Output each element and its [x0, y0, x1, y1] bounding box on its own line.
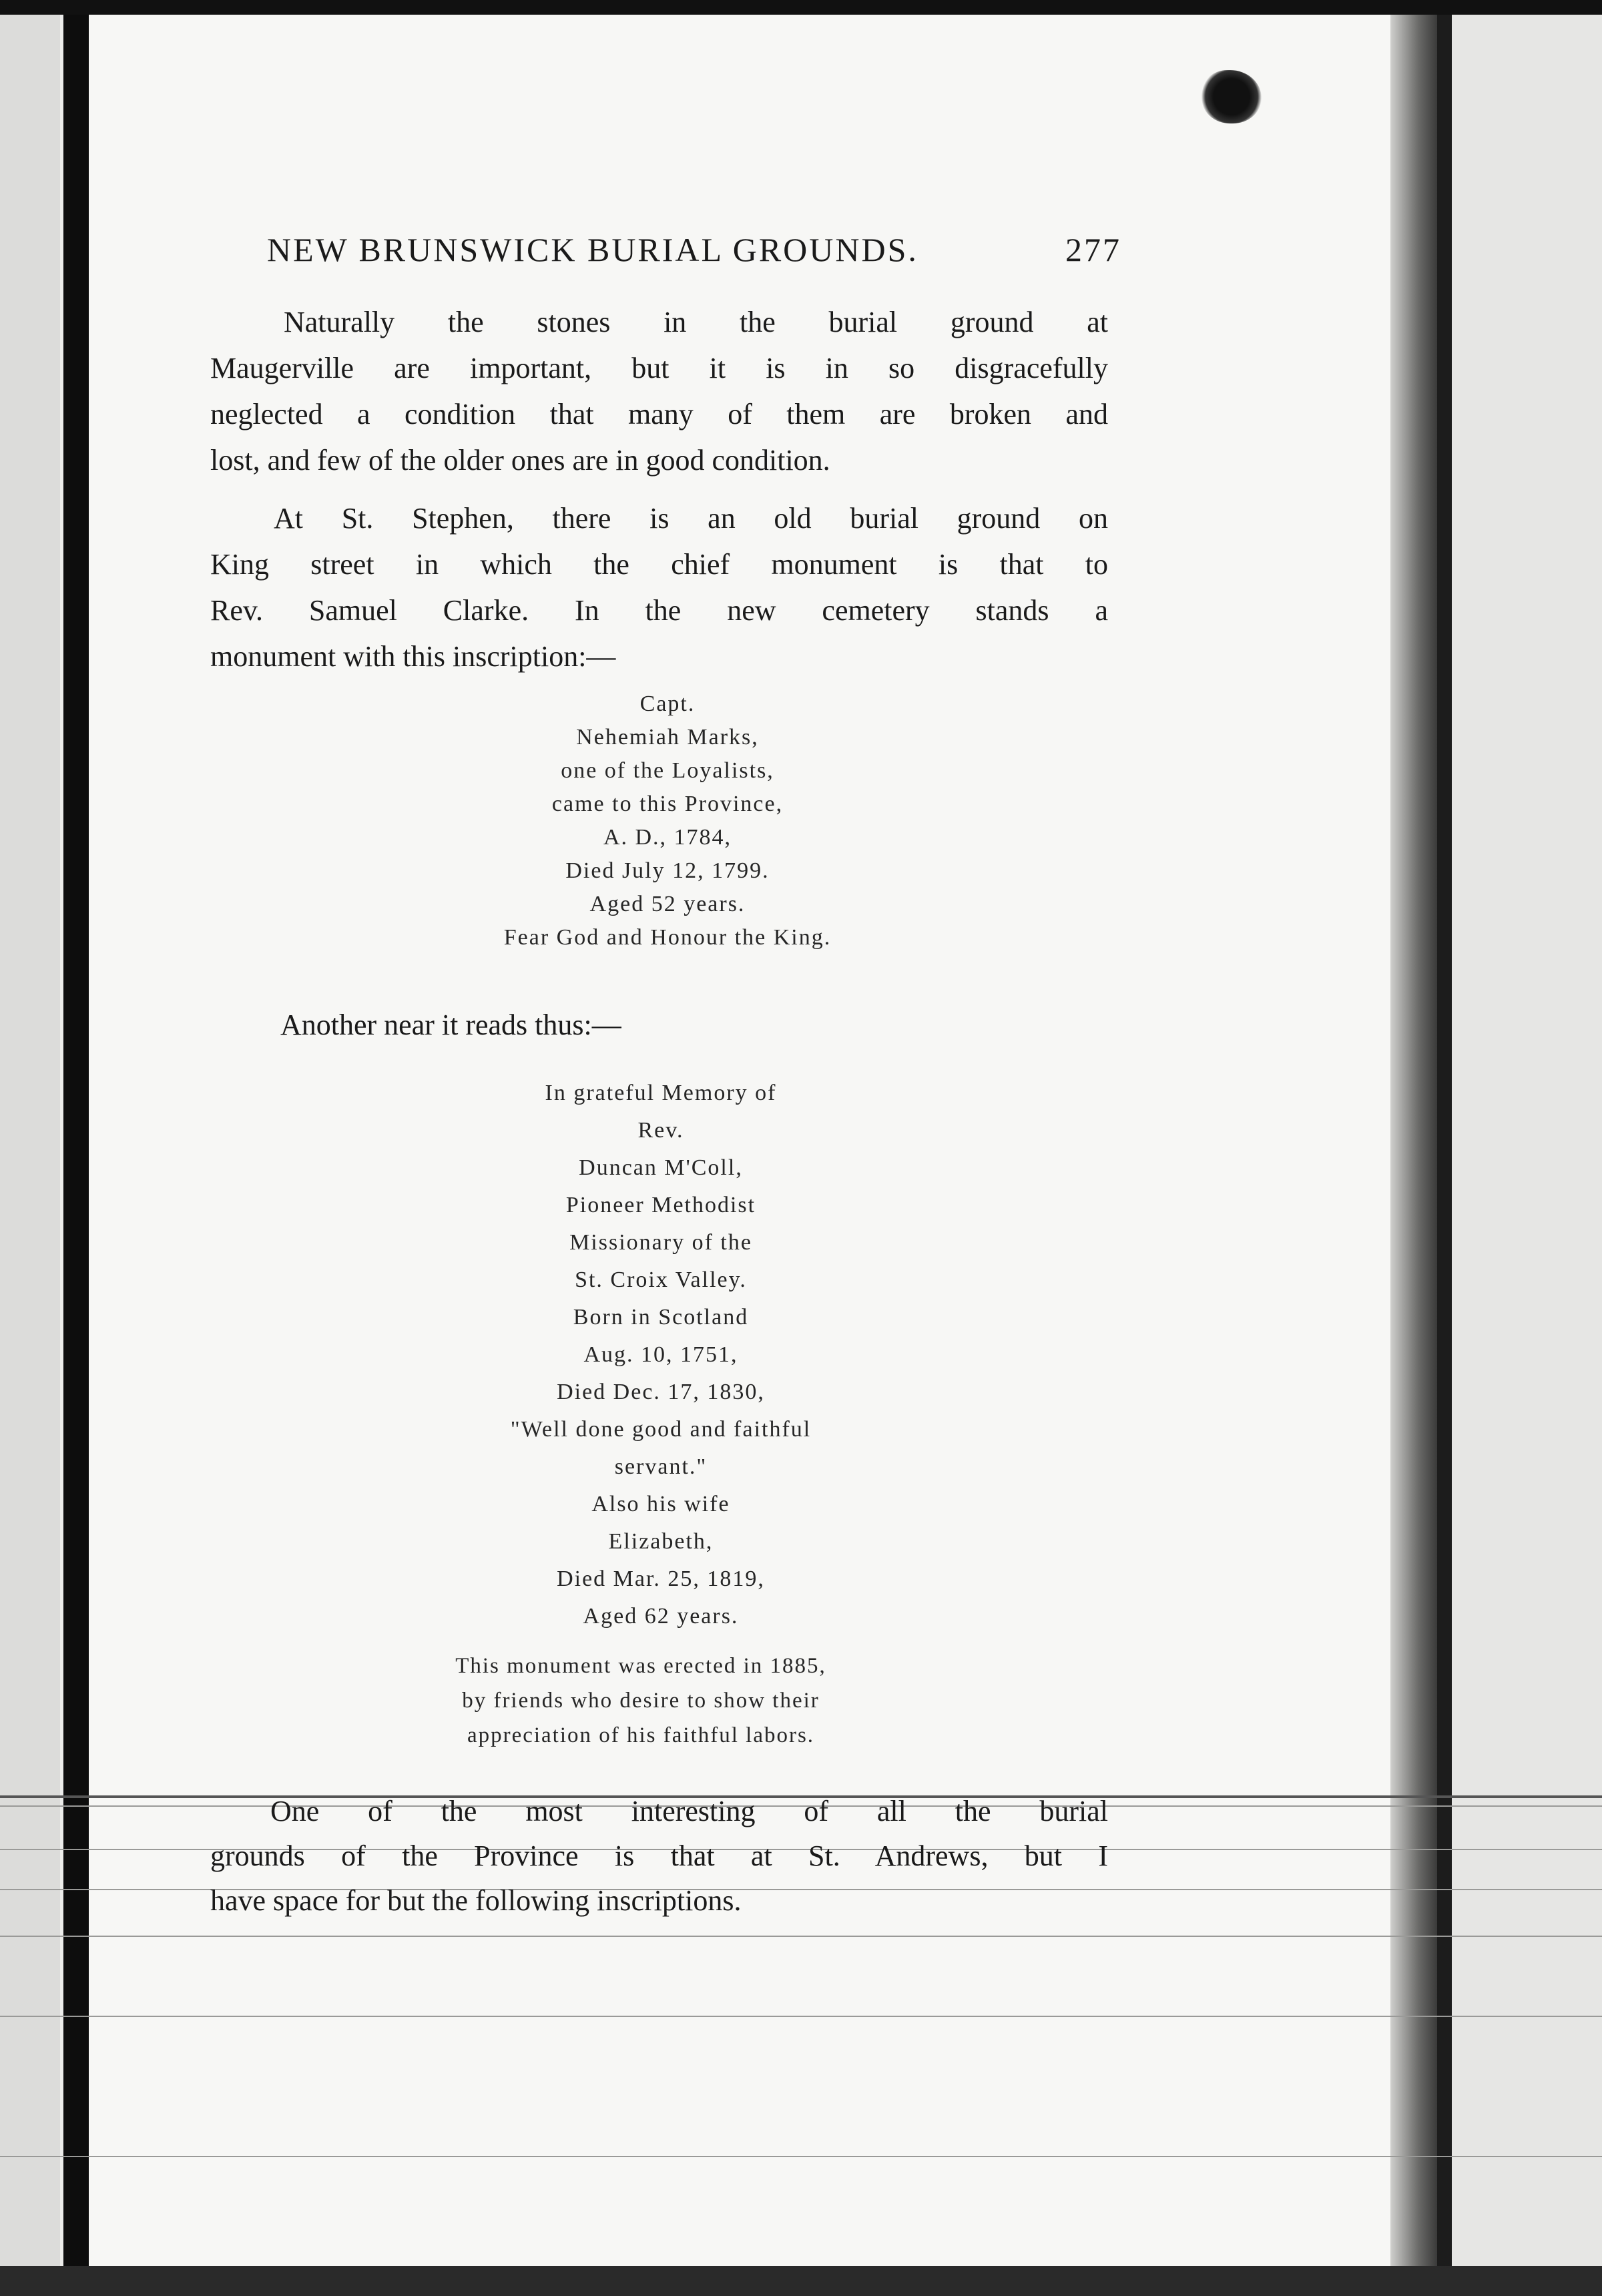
text-line: neglected a condition that many of them are broken and: [210, 398, 1108, 431]
inscription-line: Rev.: [637, 1118, 684, 1143]
inscription-line: Died Mar. 25, 1819,: [557, 1566, 765, 1591]
inscription-line: Capt.: [639, 691, 696, 716]
left-binding-bar: [63, 13, 89, 2283]
inscription-line: Pioneer Methodist: [565, 1193, 756, 1217]
ink-blot-mark: [1202, 70, 1262, 123]
left-margin: [0, 0, 60, 2296]
inscription-line: Nehemiah Marks,: [576, 725, 759, 750]
ruled-line: [0, 2016, 1602, 2017]
inscription-line: Aug. 10, 1751,: [583, 1342, 738, 1367]
inscription-line: came to this Province,: [551, 792, 784, 816]
inscription-line: Born in Scotland: [573, 1305, 749, 1330]
inscription-monument-note: [387, 1649, 894, 1753]
inscription-line: St. Croix Valley.: [575, 1267, 747, 1292]
text-line: grounds of the Province is that at St. Andrews, but I: [210, 1839, 1108, 1872]
text-line: Maugerville are important, but it is in so disgracefully: [210, 352, 1108, 384]
inscription-line: servant.": [614, 1454, 708, 1479]
text-line: One of the most interesting of all the burial: [270, 1795, 1108, 1827]
running-title: NEW BRUNSWICK BURIAL GROUNDS.: [267, 231, 918, 268]
inscription-line: Also his wife: [591, 1492, 730, 1516]
adjacent-page-strip: [1437, 15, 1602, 2266]
text-line: King street in which the chief monument is that to: [210, 548, 1108, 581]
inscription-line: by friends who desire to show their: [462, 1689, 820, 1713]
bottom-scan-edge: [0, 2266, 1602, 2296]
inscription-line: Fear God and Honour the King.: [503, 925, 832, 950]
text-line: Rev. Samuel Clarke. In the new cemetery stands a: [210, 594, 1108, 627]
inscription-line: Died Dec. 17, 1830,: [557, 1380, 765, 1404]
inscription-duncan-mccoll: [454, 1075, 868, 1635]
inscription-line: "Well done good and faithful: [510, 1417, 812, 1442]
paragraph-st-stephen: [210, 495, 1108, 679]
inscription-line: one of the Loyalists,: [561, 758, 774, 783]
inscription-line: A. D., 1784,: [603, 825, 732, 850]
paragraph-st-andrews: [210, 1789, 1108, 1923]
inscription-line: Missionary of the: [569, 1230, 752, 1255]
inscription-line: appreciation of his faithful labors.: [467, 1723, 815, 1747]
inscription-line: Elizabeth,: [608, 1529, 714, 1554]
ruled-line: [0, 2156, 1602, 2157]
inscription-line: In grateful Memory of: [545, 1081, 777, 1105]
text-line: At St. Stephen, there is an old burial ground on: [274, 502, 1108, 535]
paragraph-maugerville: [210, 299, 1108, 483]
text-line: Naturally the stones in the burial ground at: [284, 306, 1108, 338]
inscription-line: This monument was erected in 1885,: [455, 1654, 826, 1678]
page-gutter-shadow: [1390, 15, 1437, 2266]
inscription-nehemiah-marks: [400, 687, 934, 954]
page-number: 277: [1065, 231, 1121, 268]
inscription-line: Died July 12, 1799.: [565, 858, 770, 883]
text-line: lost, and few of the older ones are in good condition.: [210, 444, 830, 477]
intro-another-inscription: Another near it reads thus:—: [280, 1009, 621, 1041]
inscription-line: Aged 62 years.: [583, 1604, 739, 1629]
text-line: monument with this inscription:—: [210, 640, 616, 673]
inscription-line: Aged 52 years.: [589, 892, 746, 916]
text-line: have space for but the following inscriptions.: [210, 1884, 742, 1917]
top-scan-edge: [0, 0, 1602, 15]
ruled-line: [0, 1936, 1602, 1937]
page-header: [267, 230, 1121, 277]
inscription-line: Duncan M'Coll,: [579, 1155, 743, 1180]
